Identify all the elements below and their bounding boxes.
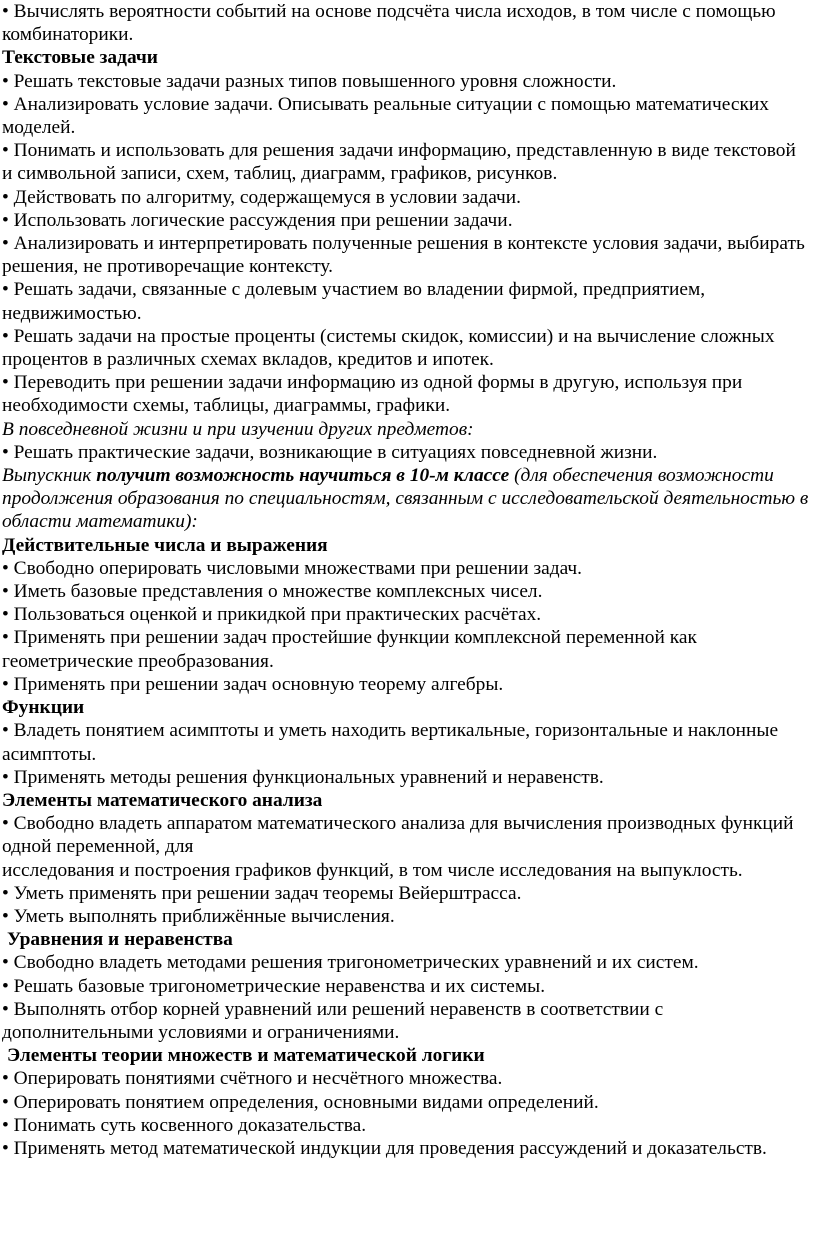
bullet-interpret: • Анализировать и интерпретировать полученные решения в контексте условия задачи, выбирать решения, не противоречащие контексту. xyxy=(2,233,805,278)
graduate-note: (для обеспечения возможности продолжения образования по специальностям, связанным с исследовательской деятельностью в области математики): xyxy=(2,465,809,533)
bullet-algorithm: • Действовать по алгоритму, содержащемуся в условии задачи. xyxy=(2,186,522,208)
bullet-definitions: • Оперировать понятием определения, основными видами определений. xyxy=(2,1091,599,1113)
heading-functions: Функции xyxy=(2,697,85,719)
heading-sets-logic: Элементы теории множеств и математической логики xyxy=(7,1045,485,1067)
heading-equations: Уравнения и неравенства xyxy=(7,929,233,951)
bullet-induction: • Применять метод математической индукции для проведения рассуждений и доказательств. xyxy=(2,1137,767,1159)
bullet-trig-inequalities: • Решать базовые тригонометрические неравенства и их системы. xyxy=(2,975,546,997)
heading-real-numbers: Действительные числа и выражения xyxy=(2,534,328,556)
heading-analysis: Элементы математического анализа xyxy=(2,789,323,811)
bullet-shares: • Решать задачи, связанные с долевым участием во владении фирмой, предприятием, недвижимостью. xyxy=(2,279,706,324)
graduate-emphasis: получит возможность научиться в 10-м классе xyxy=(96,465,510,487)
bullet-functional-equations: • Применять методы решения функциональных уравнений и неравенств. xyxy=(2,766,604,788)
bullet-probability: • Вычислять вероятности событий на основе подсчёта числа исходов, в том числе с помощью комбинаторики. xyxy=(2,1,776,46)
bullet-logic: • Использовать логические рассуждения при решении задачи. xyxy=(2,209,513,231)
graduate-intro: Выпускник xyxy=(2,465,97,487)
heading-text-tasks: Текстовые задачи xyxy=(2,47,158,69)
bullet-translate-info: • Переводить при решении задачи информацию из одной формы в другую, используя при необходимости схемы, таблицы, диаграммы, графики. xyxy=(2,372,743,417)
bullet-derivatives-cont: исследования и построения графиков функций, в том числе исследования на выпуклость. xyxy=(2,859,743,881)
bullet-percents: • Решать задачи на простые проценты (системы скидок, комиссии) и на вычисление сложных процентов в различных схемах вкладов, кредитов и ипотек. xyxy=(2,325,775,371)
bullet-countable: • Оперировать понятиями счётного и несчётного множества. xyxy=(2,1068,503,1090)
bullet-algebra-theorem: • Применять при решении задач основную теорему алгебры. xyxy=(2,673,504,695)
subheading-everyday: В повседневной жизни и при изучении других предметов: xyxy=(2,418,474,440)
bullet-trig-equations: • Свободно владеть методами решения тригонометрических уравнений и их систем. xyxy=(2,952,699,974)
bullet-text-tasks: • Решать текстовые задачи разных типов повышенного уровня сложности. xyxy=(2,70,617,92)
bullet-complex-functions: • Применять при решении задач простейшие функции комплексной переменной как геометрические преобразования. xyxy=(2,627,697,672)
bullet-derivatives: • Свободно владеть аппаратом математического анализа для вычисления производных функций одной переменной, для xyxy=(2,813,794,858)
bullet-weierstrass: • Уметь применять при решении задач теоремы Вейерштрасса. xyxy=(2,882,522,904)
bullet-complex: • Иметь базовые представления о множестве комплексных чисел. xyxy=(2,581,543,603)
bullet-analyze-condition: • Анализировать условие задачи. Описывать реальные ситуации с помощью математических моделей. xyxy=(2,93,769,139)
bullet-estimation: • Пользоваться оценкой и прикидкой при практических расчётах. xyxy=(2,604,542,626)
graduate-paragraph xyxy=(2,464,810,534)
bullet-use-info: • Понимать и использовать для решения задачи информацию, представленную в виде текстовой и символьной записи, схем, таблиц, диаграмм, графиков, рисунков. xyxy=(2,140,796,185)
bullet-approx: • Уметь выполнять приближённые вычисления. xyxy=(2,905,395,927)
bullet-indirect-proof: • Понимать суть косвенного доказательства. xyxy=(2,1114,367,1136)
bullet-asymptotes: • Владеть понятием асимптоты и уметь находить вертикальные, горизонтальные и наклонные асимптоты. xyxy=(2,720,779,765)
bullet-root-selection: • Выполнять отбор корней уравнений или решений неравенств в соответствии с дополнительными условиями и ограничениями. xyxy=(2,998,664,1043)
bullet-practical: • Решать практические задачи, возникающие в ситуациях повседневной жизни. xyxy=(2,441,658,463)
bullet-number-sets: • Свободно оперировать числовыми множествами при решении задач. xyxy=(2,557,583,579)
